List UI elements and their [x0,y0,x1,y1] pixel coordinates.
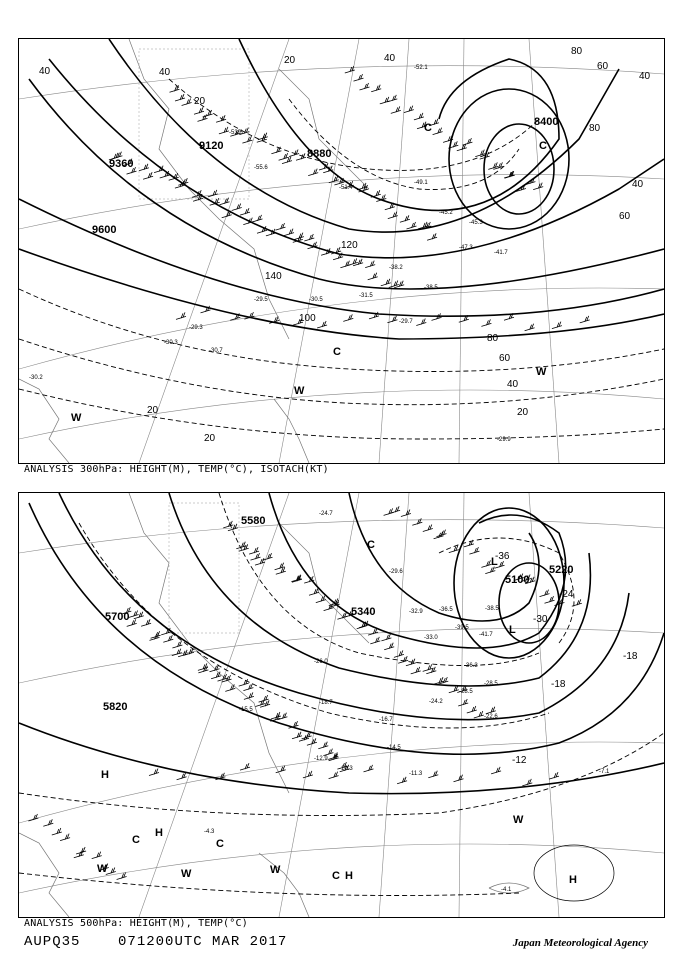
temperature-label: -38.5 [485,606,499,612]
isotach-label: 20 [194,96,206,107]
temperature-label: -30.3 [164,340,178,346]
isotherm-label: -18 [623,651,638,662]
wind-barb [407,222,417,229]
wind-barb [368,273,378,280]
wind-barb [343,314,353,321]
wind-barb [398,656,408,663]
isotach-label: 40 [159,67,171,78]
isotach-label: 20 [284,55,296,66]
temperature-label: -41.7 [479,632,493,638]
wind-barb [323,749,333,756]
height-contours [19,493,664,794]
wind-barb [194,107,204,114]
cold-symbol: C [539,140,547,152]
wind-barb [394,650,404,657]
wind-barb [253,215,263,222]
isotach-label: 40 [384,53,396,64]
wind-barb [176,312,186,319]
cold-symbol: C [132,834,140,846]
wind-barb [251,553,261,560]
isotach-label: 60 [597,61,609,72]
wind-barb [423,664,433,671]
wind-barb [371,85,381,92]
wind-barbs [28,506,581,879]
wind-barb [491,767,501,774]
wind-barb [76,847,86,854]
wind-barb [249,547,259,554]
wind-barb [60,834,70,841]
wind-barb [271,147,281,154]
isotherm-label: -36 [495,551,510,562]
temperature-label: -24.7 [319,511,333,517]
wind-barb [275,563,285,570]
wind-barb [580,316,590,323]
wind-barb [303,771,313,778]
wind-barb [219,127,229,134]
warm-symbol: W [294,385,305,397]
temperature-label: -41.7 [494,250,508,256]
wind-barb [292,732,302,739]
wind-barb [364,765,374,772]
height-label: 9360 [109,158,134,170]
temperature-label: -11.3 [409,771,423,777]
wind-barb [401,510,411,517]
isotherm-contours [19,493,664,896]
temperature-label: -26.0 [314,659,328,665]
isotach-label: 60 [499,353,511,364]
wind-barb [163,635,173,642]
temperature-label: -30.2 [29,375,43,381]
wind-barb [433,128,443,135]
warm-symbol: W [536,366,547,378]
temperature-label: -29.6 [389,569,403,575]
wind-barb [360,83,370,90]
temperature-label: -51.4 [339,185,353,191]
temperature-label: -38.5 [424,285,438,291]
temperature-label: -4.3 [204,829,215,835]
wind-barb [454,775,464,782]
wind-barb [239,679,249,686]
isotherm-label: -30 [533,614,548,625]
wind-barb [309,588,319,595]
isotach-label: 40 [639,71,651,82]
wind-barb [481,319,491,326]
isotach-label: 40 [632,179,644,190]
wind-barb [149,769,159,776]
wind-barb [428,771,438,778]
cold-symbol: C [216,838,224,850]
wind-barb [172,641,182,648]
wind-barb [381,634,391,641]
valid-time: 071200UTC MAR 2017 [118,934,288,950]
wind-barb [242,136,252,143]
temperature-label: -29.9 [497,437,511,443]
isotherm-label: -12 [512,755,527,766]
chart-code: AUPQ35 [24,934,81,950]
temperature-label: -38.2 [389,265,403,271]
height-label: 5820 [103,701,128,713]
wind-barb [340,261,350,268]
wind-barb [175,94,185,101]
temperature-label: -45.2 [439,210,453,216]
wind-barb [317,321,327,328]
isotach-label: 80 [589,123,601,134]
wind-barb [141,619,151,626]
wind-barb [423,525,433,532]
wind-barb [414,113,424,120]
high-symbol: H [101,769,109,781]
wind-barb [525,324,535,331]
temperature-label: -29.7 [399,319,413,325]
wind-barb [380,97,390,104]
wind-barb [223,521,233,528]
height-label: 9120 [199,140,224,152]
height-label: 8400 [534,116,559,128]
wind-barb [412,518,422,525]
temperature-label: -14.5 [387,745,401,751]
isotach-label: 20 [147,405,159,416]
wind-barb [182,99,192,106]
chart-identifier [24,934,287,950]
wind-barb [279,153,289,160]
wind-barb [437,530,447,537]
wind-barb [391,106,401,113]
map-panel-300hpa [18,38,665,464]
wind-barb [458,699,468,706]
temperature-label: -52.1 [414,65,428,71]
low-symbol: L [491,556,498,568]
wind-barb [308,169,318,176]
wind-barbs [109,66,590,331]
panel-caption-500hpa: ANALYSIS 500hPa: HEIGHT(M), TEMP(°C) [24,918,248,929]
temperature-label: -18.7 [319,700,333,706]
wind-barb [481,560,491,567]
temperature-label: -12.9 [314,756,328,762]
wind-barb [397,777,407,784]
wind-barb [533,183,543,190]
wind-barb [354,74,364,81]
wind-barb [385,203,395,210]
wind-barb [416,319,426,326]
wind-barb [370,637,380,644]
temperature-label: -4.1 [501,887,512,893]
temperature-label: -32.9 [409,609,423,615]
temperature-label: -22.6 [484,714,498,720]
wind-barb [545,596,555,603]
wind-barb [404,106,414,113]
wind-barb [92,852,102,859]
wind-barb [240,208,250,215]
wind-barb [177,773,187,780]
isotherm-label: -24 [559,589,574,600]
high-symbol: H [569,874,577,886]
map-panel-500hpa [18,492,665,918]
isotach-label: 60 [619,211,631,222]
wind-barb [240,763,250,770]
wind-barb [457,144,467,151]
wind-barb [381,279,391,286]
temperature-label: -30.5 [309,297,323,303]
wind-barb [170,85,180,92]
wind-barb [329,772,339,779]
isotherm-label: -18 [551,679,566,690]
temperature-label: -49.1 [414,180,428,186]
high-symbol: H [155,827,163,839]
height-label: 5220 [549,564,574,576]
wind-barb [259,695,269,702]
temperature-label: -45.3 [469,220,483,226]
temperature-label: -10.3 [339,766,353,772]
temperature-label: -7.1 [599,769,610,775]
height-label: 9600 [92,224,117,236]
wind-barb [469,547,479,554]
weather-chart-500hpa [19,493,664,917]
wind-barb [552,322,562,329]
height-label: 8880 [307,148,332,160]
temperature-label: -36.5 [439,607,453,613]
cold-symbol: C [424,122,432,134]
wind-barb [198,114,208,121]
temperature-label: -33.0 [424,635,438,641]
cold-symbol: C [333,346,341,358]
wind-barb [365,261,375,268]
warm-symbol: W [181,868,192,880]
wind-barb [486,707,496,714]
wind-barb [427,233,437,240]
height-label: 5700 [105,611,130,623]
height-label: 5340 [351,606,376,618]
height-label: 5100 [505,574,530,586]
isotach-label: 100 [299,313,316,324]
wind-barb [540,590,550,597]
wind-barb [318,742,328,749]
isotach-label: 40 [507,379,519,390]
wind-barb [411,667,421,674]
wind-barb [549,772,559,779]
low-symbol: L [509,624,516,636]
wind-barb [390,506,400,513]
temperature-label: -15.5 [239,707,253,713]
temperature-label: -55.6 [254,165,268,171]
cold-symbol: C [332,870,340,882]
wind-barb [467,706,477,713]
temperature-label: -39.5 [455,625,469,631]
cold-symbol: C [367,539,375,551]
isotach-label: 80 [487,333,499,344]
wind-barb [255,558,265,565]
wind-barb [304,234,314,241]
warm-symbol: W [513,814,524,826]
wind-barb [522,779,532,786]
temperature-label: -28.5 [459,689,473,695]
warm-symbol: W [270,864,281,876]
isotach-label: 120 [341,240,358,251]
wind-barb [161,628,171,635]
wind-barb [316,596,326,603]
temperature-label: -30.7 [209,348,223,354]
agency-name: Japan Meteorological Agency [512,937,648,949]
wind-barb [449,686,459,693]
isotach-label: 20 [204,433,216,444]
wind-barb [43,819,53,826]
temperature-label: -36.3 [464,663,478,669]
weather-chart-300hpa [19,39,664,463]
warm-symbol: W [97,863,108,875]
wind-barb [276,223,286,230]
wind-barb [211,672,221,679]
wind-barb [208,190,218,197]
wind-barb [139,164,149,171]
panel-caption-300hpa: ANALYSIS 300hPa: HEIGHT(M), TEMP(°C), ISOTACH(KT) [24,464,329,475]
wind-barb [384,643,394,650]
wind-barb [232,204,242,211]
high-symbol: H [345,870,353,882]
wind-barb [143,172,153,179]
wind-barb [225,684,235,691]
wind-barb [572,599,582,606]
isotach-label: 140 [265,271,282,282]
wind-barb [368,628,378,635]
wind-barb [384,508,394,515]
wind-barb [284,229,294,236]
wind-barb [464,540,474,547]
temperature-label: -29.5 [254,297,268,303]
temperature-label: -29.3 [189,325,203,331]
wind-barb [52,828,62,835]
wind-barb [462,138,472,145]
wind-barb [400,215,410,222]
temperature-label: -28.5 [484,681,498,687]
temperature-label: -47.3 [459,245,473,251]
temperature-label: -31.5 [359,293,373,299]
isotach-label: 80 [571,46,583,57]
graticule [19,39,664,463]
temperature-label: -16.7 [379,717,393,723]
isotach-label: 40 [39,66,51,77]
wind-barb [474,711,484,718]
warm-symbol: W [71,412,82,424]
temperature-label: -53.6 [229,130,243,136]
wind-barb [294,233,304,240]
isotach-label: 20 [517,407,529,418]
wind-barb [302,732,312,739]
temperature-label: -24.2 [429,699,443,705]
height-label: 5580 [241,515,266,527]
wind-barb [160,171,170,178]
